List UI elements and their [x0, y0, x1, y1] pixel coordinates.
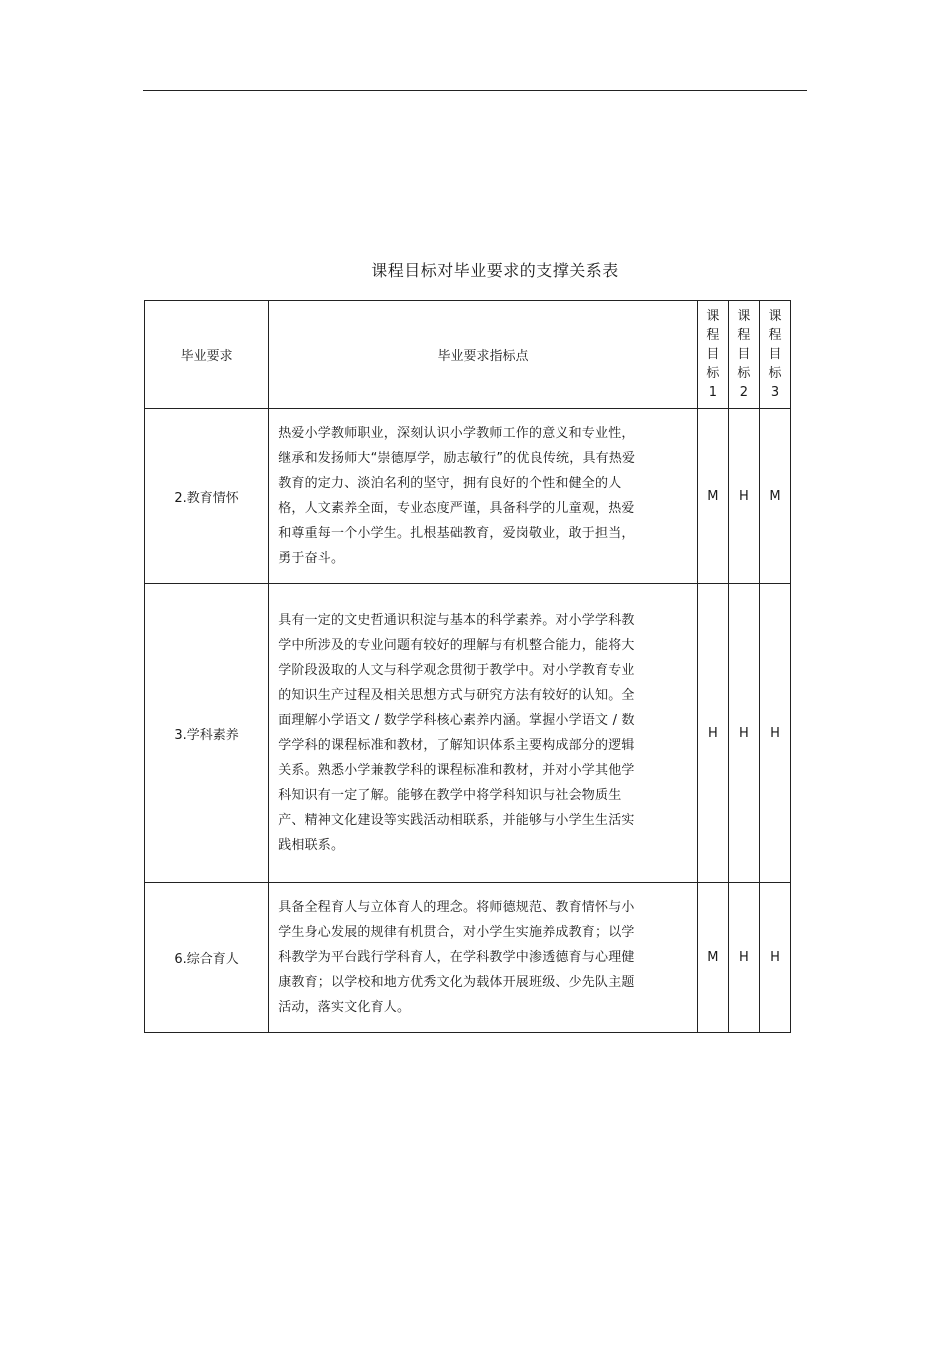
header-objective-3: 课 程 目 标 3 — [759, 301, 790, 409]
rating-cell: H — [759, 883, 790, 1033]
table-title: 课程目标对毕业要求的支撑关系表 — [371, 261, 619, 280]
header-requirement: 毕业要求 — [145, 301, 269, 409]
requirement-cell: 3.学科素养 — [145, 584, 269, 883]
indicator-cell: 具备全程育人与立体育人的理念。将师德规范、教育情怀与小学生身心发展的规律有机贯合，对小学生实施养成教育；以学科教学为平台践行学科育人，在学科教学中渗透德育与心理健康教育；以学校和地方优秀文化为载体开展班级、少先队主题活动，落实文化育人。 — [269, 883, 698, 1033]
indicator-cell: 具有一定的文史哲通识积淀与基本的科学素养。对小学学科教学中所涉及的专业问题有较好的理解与有机整合能力，能将大学阶段汲取的人文与科学观念贯彻于教学中。对小学教育专业的知识生产过程及相关思想方式与研究方法有较好的认知。全面理解小学语文 / 数学学科核心素养内涵。掌握小学语文 / 数学学科的课程标准和教材，了解知识体系主要构成部分的逻辑关系。熟悉小学兼教学科的课程标准和教材，并对小学其他学科知识有一定了解。能够在教学中将学科知识与社会物质生产、精神文化建设等实践活动相联系，并能够与小学生生活实践相联系。 — [269, 584, 698, 883]
rating-cell: M — [697, 409, 728, 584]
requirement-cell: 2.教育情怀 — [145, 409, 269, 584]
rating-cell: H — [728, 409, 759, 584]
header-objective-2: 课 程 目 标 2 — [728, 301, 759, 409]
header-indicator: 毕业要求指标点 — [269, 301, 698, 409]
table-row — [145, 584, 791, 883]
requirement-cell: 6.综合育人 — [145, 883, 269, 1033]
rating-cell: M — [697, 883, 728, 1033]
header-row — [145, 301, 791, 409]
rating-cell: H — [697, 584, 728, 883]
rating-cell: H — [728, 584, 759, 883]
rating-cell: H — [759, 584, 790, 883]
header-rule — [143, 90, 807, 91]
header-objective-1: 课 程 目 标 1 — [697, 301, 728, 409]
indicator-cell: 热爱小学教师职业，深刻认识小学教师工作的意义和专业性，继承和发扬师大“崇德厚学，励志敏行”的优良传统，具有热爱教育的定力、淡泊名利的坚守，拥有良好的个性和健全的人格，人文素养全面，专业态度严谨，具备科学的儿童观，热爱和尊重每一个小学生。扎根基础教育，爱岗敬业，敢于担当，勇于奋斗。 — [269, 409, 698, 584]
rating-cell: H — [728, 883, 759, 1033]
support-relationship-table — [144, 300, 791, 1033]
table-row — [145, 409, 791, 584]
rating-cell: M — [759, 409, 790, 584]
table-row — [145, 883, 791, 1033]
